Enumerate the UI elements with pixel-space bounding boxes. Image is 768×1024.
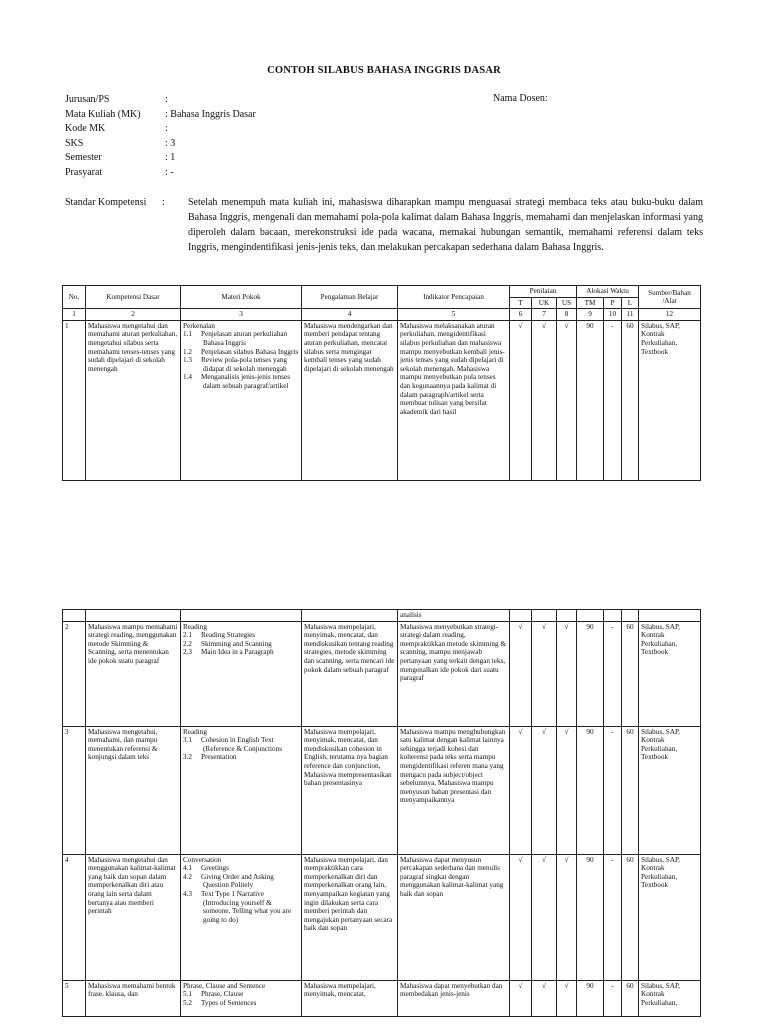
topic-list: 3.1 Cohesion in English Text (Reference & Conjunctions 3.2 Presentation <box>183 736 283 762</box>
table-row: 2 Mahasiswa mampu memahami strategi reading, menggunakan metode Skimming & Scanning, serta menentukan ide pokok suatu paragraf Reading 2.1 Reading Strategies 2.2 Skimming and Scanning 2.3 Main Idea in a Paragraph Mahasiswa mempelajari, menyimak, mencatat, dan mendiskusikan tentang reading strategies, metode skimming dan scanning, serta mencari ide pokok dalam sebuah paragraf Mahasiswa menyebutkan strategi-strategi dalam reading, mempraktikkan metode skimming & scanning, mampu menjawab pertanyaan yang terkait dengan teks, mengenalkan ide pokok dari suatu paragraf √ √ √ 90 - 60 Silabus, SAP, Kontrak Perkuliahan, Textbook <box>63 621 701 726</box>
col-header-us: US <box>557 297 577 309</box>
topic-list: 2.1 Reading Strategies 2.2 Skimming and Scanning 2.3 Main Idea in a Paragraph <box>183 631 274 657</box>
lecturer-name-label: Nama Dosen: <box>493 93 548 104</box>
info-row: Jurusan/PS : <box>65 94 168 105</box>
col-header-uk: UK <box>532 297 557 309</box>
topic-list: 4.1 Greetings 4.2 Giving Order and Asking Question Politely 4.3 Text Type 1 Narrative (Introducing yourself & someone, Telling what you are going to do) <box>183 864 292 924</box>
col-header-tm: TM <box>577 297 604 309</box>
col-header-alokasi: Alokasi Waktu <box>577 286 639 298</box>
col-header-penilaian: Penilaian <box>510 286 577 298</box>
col-header-no: No. <box>63 286 86 309</box>
table-row: 4 Mahasiswa mengetahui dan menggunakan kalimat-kalimat yang baik dan sopan dalam memperkenalkan diri atau orang lain serta dalam bertanya atau memberi perintah Conversation 4.1 Greetings 4.2 Giving Order and Asking Question Politely 4.3 Text Type 1 Narrative (Introducing yourself & someone, Telling what you are going to do) Mahasiswa mempelajari, dan mempraktikkan cara memperkenalkan diri dan memperkenalkan orang lain, menyampaikan kegiatan yang ingin dilakukan serta cara memberi perintah dan mengajukan pertanyaan secara baik dan sopan Mahasiswa dapat menyusun percakapan sederhana dan menulis paragraf singkat dengan menggunakan kalimat-kalimat yang baik dan sopan √ √ √ 90 - 60 Silabus, SAP, Kontrak Perkuliahan, Textbook <box>63 854 701 980</box>
sk-colon: : <box>162 197 165 208</box>
info-row: Kode MK : <box>65 123 168 134</box>
topic-list: 1.1 Penjelasan aturan perkuliahan Bahasa Inggris 1.2 Penjelasan silabus Bahasa Inggris 1.3 Review pola-pola tenses yang didapat di sekolah menengah 1.4 Menganalisis jenis-jenis tenses dalam sebuah paragraf/artikel <box>183 330 299 390</box>
document-title: CONTOH SILABUS BAHASA INGGRIS DASAR <box>267 65 501 76</box>
info-row: Semester : 1 <box>65 152 176 163</box>
info-row: SKS : 3 <box>65 137 176 149</box>
number-row: 1 2 3 4 5 6 7 8 9 10 11 12 <box>63 309 701 321</box>
sk-text: Setelah menempuh mata kuliah ini, mahasiswa diharapkan mampu menguasai strategi membaca teks atau buku-buku dalam Bahasa Inggris, mengenali dan memahami pola-pola kalimat dalam Bahasa Inggris, memahami dan menjelaskan informasi yang diperoleh dalam bacaan, merekonstruksi ide pada wacana, memakai hubungan semantik, memahami referensi dalam teks Inggris, mengindentifikasi jenis-jenis teks, dan melakukan percakapan sederhana dalam Bahasa Inggris. <box>188 197 703 253</box>
info-row: Prasyarat : - <box>65 166 174 178</box>
col-header-p: P <box>604 297 622 309</box>
info-row: Mata Kuliah (MK) : Bahasa Inggris Dasar <box>65 108 256 120</box>
table-row: 3 Mahasiswa mengetahui, memahami, dan mampu menentukan referensi & konjungsi dalam teks Reading 3.1 Cohesion in English Text (Reference & Conjunctions 3.2 Presentation Mahasiswa mempelajari, menyimak, mencatat, dan mendiskusikan cohesion in English, terutama nya bagian reference dan conjunction, Mahasiswa mempresentasikan bahan presentasinya Mahasiswa mampu menghubungkan satu kalimat dengan kalimat lainnya sehingga terjadi kohesi dan koherensi pada teks serta mampu mengidentifikasi referen mana yang mengacu pada subject/object sebelumnya, Mahasiswa mampu menyusun bahan presentasi dan menyampaikannya √ √ √ 90 - 60 Silabus, SAP, Kontrak Perkuliahan, Textbook <box>63 726 701 854</box>
sk-label: Standar Kompetensi <box>65 197 147 208</box>
syllabus-table-part-1 <box>62 285 701 481</box>
syllabus-table-part-2 <box>62 609 701 1017</box>
course-info <box>65 93 465 180</box>
col-header-t: T <box>510 297 532 309</box>
col-header-pengalaman: Pengalaman Belajar <box>302 286 398 309</box>
table-row: 5 Mahasiswa memahami bentuk frase, klausa, dan Phrase, Clause and Sentence 5.1 Phrase, Clause 5.2 Types of Sentences Mahasiswa mempelajari, menyimak, mencatat, Mahasiswa dapat menyebutkan dan membedakan jenis-jenis √ √ √ 90 - 60 Silabus, SAP, Kontrak Perkuliahan, <box>63 980 701 1016</box>
table-row-continued: analisis <box>63 610 701 622</box>
topic-list: 5.1 Phrase, Clause 5.2 Types of Sentences <box>183 990 257 1007</box>
header-row <box>63 286 701 298</box>
col-header-materi: Materi Pokok <box>181 286 302 309</box>
col-header-kompetensi: Kompetensi Dasar <box>86 286 181 309</box>
col-header-indikator: Indikator Pencapaian <box>398 286 510 309</box>
col-header-l: L <box>622 297 639 309</box>
col-header-sumber: Sumber/Bahan /Alat <box>639 286 701 309</box>
table-row: 1 Mahasiswa mengetahui dan memahami aturan perkuliahan, mengetahui silabus serta memahami tenses-tenses yang sudah dipelajari di sekolah menengah Perkenalan 1.1 Penjelasan aturan perkuliahan Bahasa Inggris 1.2 Penjelasan silabus Bahasa Inggris 1.3 Review pola-pola tenses yang didapat di sekolah menengah 1.4 Menganalisis jenis-jenis tenses dalam sebuah paragraf/artikel Mahasiswa mendengarkan dan memberi pendapat tentang aturan perkuliahan, mencatat silabus serta mengingat kembali tenses yang sudah dipelajari di sekolah menengah Mahasiswa melaksanakan aturan perkuliahan, mengidentifikasi silabus perkuliahan dan mahasiswa mampu menyebutkan kembali jenis-jenis tenses yang sudah dipelajari di sekolah menengah, Mahasiswa mampu menyebutkan pola tenses dan kegunaannya pada kalimat di dalam paragraph/artikel serta membuat tulisan yang bersifat akademik dari hasil √ √ √ 90 - 60 Silabus, SAP, Kontrak Perkuliahan, Textbook <box>63 320 701 480</box>
